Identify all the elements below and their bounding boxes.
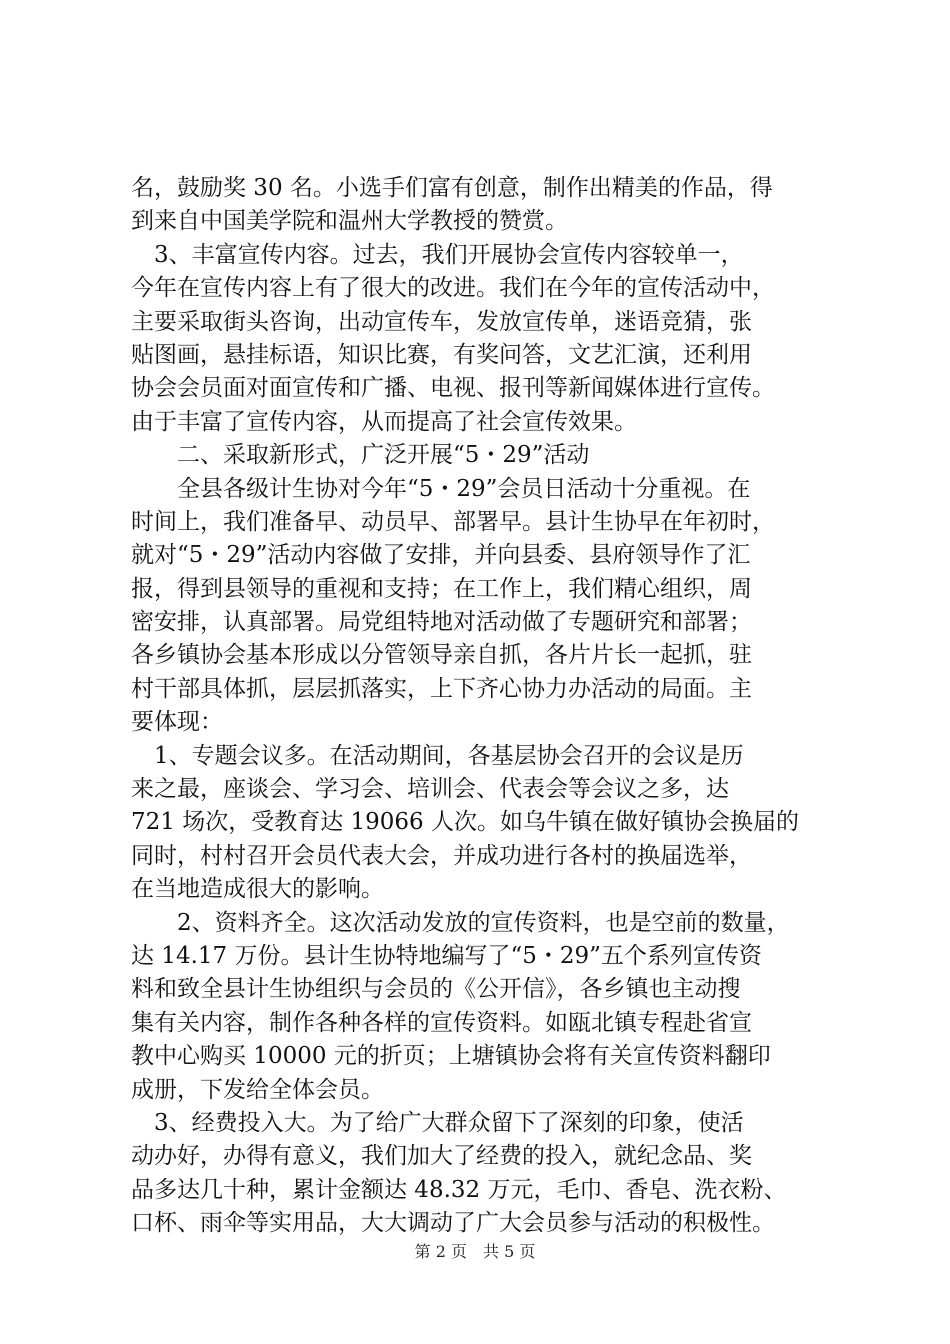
text-line: 主要采取街头咨询，出动宣传车，发放宣传单，迷语竞猜，张 (131, 308, 752, 335)
text-line: 由于丰富了宣传内容，从而提高了社会宣传效果。 (131, 408, 637, 435)
text-line: 口杯、雨伞等实用品，大大调动了广大会员参与活动的积极性。 (131, 1210, 775, 1237)
text-line: 时间上，我们准备早、动员早、部署早。县计生协早在年初时， (131, 508, 775, 535)
text-line: 721 场次，受教育达 19066 人次。如乌牛镇在做好镇协会换届的 (131, 809, 799, 836)
text-line: 报，得到县领导的重视和支持；在工作上，我们精心组织，周 (131, 575, 752, 602)
text-line: 2、资料齐全。这次活动发放的宣传资料，也是空前的数量， (131, 909, 790, 936)
body-text (131, 172, 831, 1241)
text-line: 在当地造成很大的影响。 (131, 876, 384, 903)
text-line: 集有关内容，制作各种各样的宣传资料。如瓯北镇专程赴省宣 (131, 1009, 752, 1036)
text-line: 要体现： (131, 709, 223, 736)
text-line: 贴图画，悬挂标语，知识比赛，有奖问答，文艺汇演，还利用 (131, 341, 752, 368)
text-line: 来之最，座谈会、学习会、培训会、代表会等会议之多，达 (131, 776, 729, 803)
text-line: 品多达几十种，累计金额达 48.32 万元，毛巾、香皂、洗衣粉、 (131, 1176, 787, 1203)
text-line: 料和致全县计生协组织与会员的《公开信》，各乡镇也主动搜 (131, 976, 741, 1003)
text-line: 密安排，认真部署。局党组特地对活动做了专题研究和部署； (131, 609, 752, 636)
text-line: 名，鼓励奖 30 名。小选手们富有创意，制作出精美的作品，得 (131, 175, 773, 201)
page-number-footer: 第 2 页 共 5 页 (414, 1242, 536, 1261)
text-line: 就对“5・29”活动内容做了安排，并向县委、县府领导作了汇 (131, 542, 751, 569)
text-line: 到来自中国美学院和温州大学教授的赞赏。 (131, 208, 568, 235)
text-line: 成册，下发给全体会员。 (131, 1076, 384, 1103)
text-line: 教中心购买 10000 元的折页；上塘镇协会将有关宣传资料翻印 (131, 1043, 771, 1070)
text-line: 达 14.17 万份。县计生协特地编写了“5・29”五个系列宣传资 (131, 942, 762, 969)
text-line: 协会会员面对面宣传和广播、电视、报刊等新闻媒体进行宣传。 (131, 375, 775, 402)
text-line: 动办好，办得有意义，我们加大了经费的投入，就纪念品、奖 (131, 1143, 752, 1170)
text-line: 今年在宣传内容上有了很大的改进。我们在今年的宣传活动中， (131, 275, 775, 302)
section-heading: 二、采取新形式，广泛开展“5・29”活动 (131, 442, 590, 469)
text-line: 3、经费投入大。为了给广大群众留下了深刻的印象，使活 (131, 1109, 744, 1136)
text-line: 同时，村村召开会员代表大会，并成功进行各村的换届选举， (131, 842, 752, 869)
text-line: 各乡镇协会基本形成以分管领导亲自抓，各片片长一起抓，驻 (131, 642, 752, 669)
text-line: 村干部具体抓，层层抓落实，上下齐心协力办活动的局面。主 (131, 675, 752, 702)
text-line: 全县各级计生协对今年“5・29”会员日活动十分重视。在 (131, 475, 751, 502)
text-line: 3、丰富宣传内容。过去，我们开展协会宣传内容较单一， (131, 241, 744, 268)
text-line: 1、专题会议多。在活动期间，各基层协会召开的会议是历 (131, 742, 744, 769)
